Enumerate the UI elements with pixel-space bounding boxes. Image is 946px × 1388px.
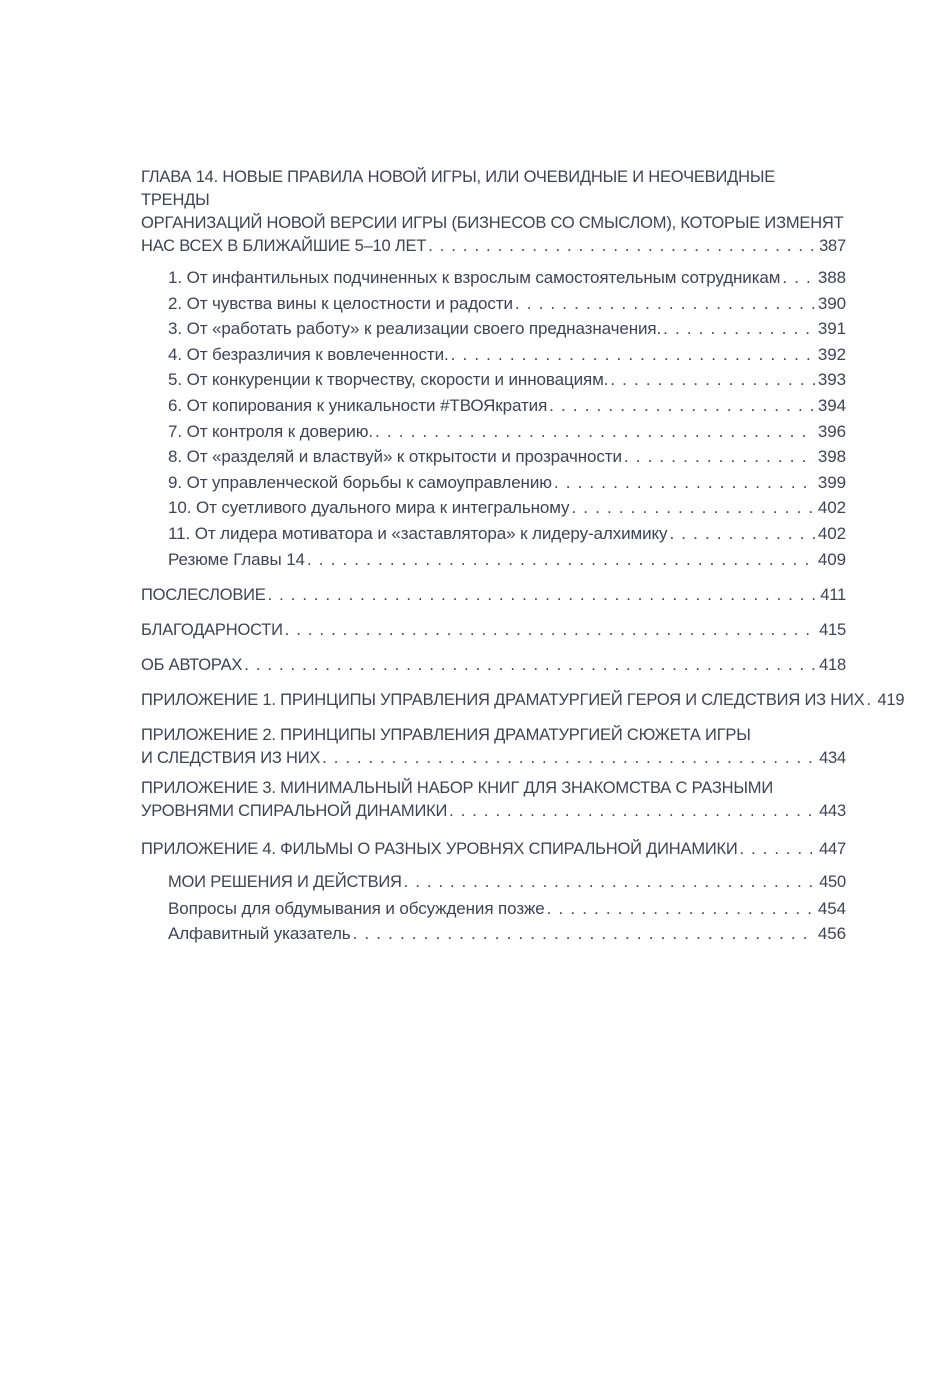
toc-entry-chapter-summary	[168, 547, 846, 573]
page-number: 454	[817, 898, 846, 918]
chapter-sections	[168, 265, 846, 572]
entry-label: 7. От контроля к доверию.	[168, 421, 374, 441]
page-number: 391	[817, 319, 846, 339]
entry-label: Алфавитный указатель	[168, 924, 351, 944]
dot-leader	[449, 800, 816, 823]
toc-entry-section-8	[168, 444, 846, 470]
page-number: 409	[817, 549, 846, 569]
dot-leader	[268, 584, 818, 607]
toc-entry-appendix-3	[141, 777, 846, 823]
dot-leader	[669, 521, 814, 547]
page-number: 393	[817, 370, 846, 390]
entry-label: МОИ РЕШЕНИЯ И ДЕЙСТВИЯ	[168, 873, 402, 892]
toc-entry-section-2	[168, 291, 846, 317]
entry-label: 11. От лидера мотиватора и «заставлятора» к лидеру-алхимику	[168, 523, 668, 543]
page-number: 390	[817, 293, 846, 313]
page-number: 456	[817, 924, 846, 944]
page-number: 411	[820, 586, 846, 605]
entry-label: 10. От суетливого дуального мира к интегральному	[168, 498, 570, 518]
dot-leader	[547, 896, 815, 922]
page-number: 450	[819, 873, 846, 892]
toc-entry-section-5	[168, 367, 846, 393]
entry-label: 3. От «работать работу» к реализации своего предназначения.	[168, 319, 662, 339]
entry-label: ПРИЛОЖЕНИЕ 4. ФИЛЬМЫ О РАЗНЫХ УРОВНЯХ СПИРАЛЬНОЙ ДИНАМИКИ	[141, 840, 738, 859]
toc-entry-section-4	[168, 342, 846, 368]
page-number: 443	[819, 802, 846, 821]
dot-leader	[610, 367, 815, 393]
entry-label-line-1: ПРИЛОЖЕНИЕ 2. ПРИНЦИПЫ УПРАВЛЕНИЯ ДРАМАТУРГИЕЙ СЮЖЕТА ИГРЫ	[141, 726, 751, 745]
page-number: 415	[819, 621, 846, 640]
chapter-heading	[141, 166, 846, 258]
entry-label: Резюме Главы 14	[168, 549, 305, 569]
page-number: 387	[819, 237, 846, 255]
dot-leader	[307, 547, 815, 573]
toc-entry-afterword	[141, 584, 846, 607]
dot-leader	[428, 235, 816, 258]
page-number: 402	[817, 498, 846, 518]
toc-entry-section-3	[168, 316, 846, 342]
page-number: 447	[819, 840, 846, 859]
entry-label: 8. От «разделяй и властвуй» к открытости и прозрачности	[168, 447, 622, 467]
toc-entry-appendix-4	[141, 838, 846, 861]
dot-leader	[663, 316, 815, 342]
toc-entry-about-authors	[141, 654, 846, 677]
dot-leader	[375, 419, 815, 445]
toc-entry-appendix-2	[141, 724, 846, 770]
page-number: 399	[817, 472, 846, 492]
dot-leader	[515, 291, 815, 317]
entry-label-line-2: УРОВНЯМИ СПИРАЛЬНОЙ ДИНАМИКИ	[141, 802, 448, 821]
entry-label: ПОСЛЕСЛОВИЕ	[141, 586, 266, 605]
toc-entry-section-1	[168, 265, 846, 291]
dot-leader	[353, 921, 815, 947]
toc-entry-section-9	[168, 470, 846, 496]
page-number: 419	[877, 691, 905, 710]
page-number: 402	[817, 523, 846, 543]
toc-entry-questions	[168, 896, 846, 922]
toc-entry-my-decisions	[168, 870, 846, 896]
dot-leader	[549, 393, 815, 419]
entry-label: 5. От конкуренции к творчеству, скорости и инновациям.	[168, 370, 609, 390]
page-number: 398	[817, 447, 846, 467]
chapter-heading-line-1: ГЛАВА 14. НОВЫЕ ПРАВИЛА НОВОЙ ИГРЫ, ИЛИ ОЧЕВИДНЫЕ И НЕОЧЕВИДНЫЕ ТРЕНДЫ	[141, 168, 776, 209]
toc-entry-appendix-1	[141, 689, 905, 712]
chapter-heading-line-3: НАС ВСЕХ В БЛИЖАЙШИЕ 5–10 ЛЕТ	[141, 237, 427, 255]
chapter-heading-line-2: ОРГАНИЗАЦИЙ НОВОЙ ВЕРСИИ ИГРЫ (БИЗНЕСОВ СО СМЫСЛОМ), КОТОРЫЕ ИЗМЕНЯТ	[141, 214, 844, 232]
dot-leader	[244, 654, 816, 677]
entry-label-line-2: И СЛЕДСТВИЯ ИЗ НИХ	[141, 749, 321, 768]
entry-label: 1. От инфантильных подчиненных к взрослым самостоятельным сотрудникам	[168, 268, 781, 287]
dot-leader	[554, 470, 815, 496]
toc-entry-section-6	[168, 393, 846, 419]
toc-entry-section-7	[168, 419, 846, 445]
page-number: 396	[817, 421, 846, 441]
entry-label: ОБ АВТОРАХ	[141, 656, 243, 675]
entry-label: 4. От безразличия к вовлеченности.	[168, 344, 449, 364]
toc-entry-acknowledgements	[141, 619, 846, 642]
dot-leader	[285, 619, 816, 642]
page-number: 388	[817, 268, 846, 287]
dot-leader	[451, 342, 815, 368]
dot-leader	[404, 870, 816, 896]
entry-label: 2. От чувства вины к целостности и радости	[168, 293, 513, 313]
entry-label: 6. От копирования к уникальности #ТВОЯкратия	[168, 395, 548, 415]
page-number: 394	[817, 395, 846, 415]
toc-page	[141, 166, 905, 947]
dot-leader	[866, 689, 874, 712]
dot-leader	[571, 495, 814, 521]
dot-leader	[322, 747, 816, 770]
toc-entry-alphabetical-index	[168, 921, 846, 947]
appendix-4-subentries	[168, 870, 846, 947]
toc-entry-section-11	[168, 521, 846, 547]
page-number: 392	[817, 344, 846, 364]
page-number: 418	[819, 656, 846, 675]
entry-label-line-1: ПРИЛОЖЕНИЕ 3. МИНИМАЛЬНЫЙ НАБОР КНИГ ДЛЯ ЗНАКОМСТВА С РАЗНЫМИ	[141, 779, 773, 798]
entry-label: БЛАГОДАРНОСТИ	[141, 621, 283, 640]
dot-leader	[740, 838, 816, 861]
entry-label: 9. От управленческой борьбы к самоуправлению	[168, 472, 552, 492]
page-number: 434	[819, 749, 846, 768]
entry-label: ПРИЛОЖЕНИЕ 1. ПРИНЦИПЫ УПРАВЛЕНИЯ ДРАМАТУРГИЕЙ ГЕРОЯ И СЛЕДСТВИЯ ИЗ НИХ	[141, 691, 865, 710]
toc-entry-section-10	[168, 495, 846, 521]
chapter-heading-row	[141, 235, 846, 258]
entry-label: Вопросы для обдумывания и обсуждения позже	[168, 898, 545, 918]
dot-leader	[782, 265, 815, 291]
dot-leader	[624, 444, 815, 470]
